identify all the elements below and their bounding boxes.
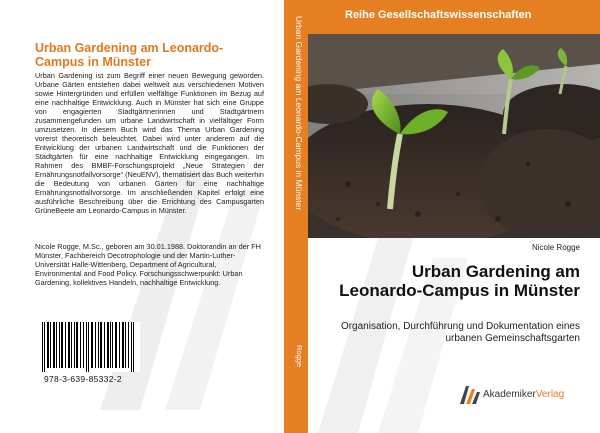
cover-photo [308, 34, 600, 238]
spine-title: Urban Gardening am Leonardo-Campus in Münster [294, 16, 304, 211]
front-cover [308, 0, 600, 433]
back-blurb: Urban Gardening ist zum Begriff einer neuen Bewegung geworden. Urbane Gärten entstehen dabei weltweit aus verschiedenen Motiven sowie Hintergründen und erfüllen vielfältige Funktionen im Bezug auf eine nachhaltige Entwicklung. Auch in Münster hat sich eine Gruppe von engagierten Stadtgärtnerinnen und Stadtgärtnern zusammengefunden um urbane Landwirtschaft in vielfältiger Form umzusetzen. In diesem Buch wird das Thema Urban Gardening vorerst theoretisch beleuchtet. Dabei wird unter anderem auf die Entwicklung der urbanen Landwirtschaft und die Funktionen der Stadtgärten für eine nachhaltige Entwicklung eingegangen. Im Rahmen des BMBF-Forschungsprojekt „Neue Strategien der Ernährungsnotfallvorsorge“ (NeuENV), thematisiert das Buch weiterhin die Bedeutung von urbanen Gärten für eine nachhaltige Ernährungsnotfallvorsorge. Im anschließenden Kapitel erfolgt eine ausführliche Beschreibung über die Errichtung des Campusgarten GrüneBeete am Leonardo-Campus in Münster. [35, 71, 264, 215]
series-label: Reihe Gesellschaftswissenschaften [345, 9, 532, 21]
spine-author: Rogge [295, 345, 304, 368]
back-title: Urban Gardening am Leonardo-Campus in Münster [35, 41, 224, 69]
publisher-name-part1: Akademiker [483, 389, 536, 400]
publisher-name-part2: Verlag [535, 389, 565, 400]
front-subtitle: Organisation, Durchführung und Dokumentation eines urbanen Gemeinschaftsgarten [340, 321, 580, 344]
barcode-icon [40, 322, 140, 372]
publisher-logo-icon [460, 386, 480, 404]
back-cover [0, 0, 284, 433]
front-title: Urban Gardening am Leonardo-Campus in Münster [339, 262, 580, 300]
author-bio: Nicole Rogge, M.Sc., geboren am 30.01.1988. Doktorandin an der FH Münster, Fachbereich Oecotrophologie und der Martin-Luther-Universität Halle-Wittenberg, Department of Agricultural, Environmental and Food Policy. Forschungsschwerpunkt: Urban Gardening, kollektives Handeln, nachhaltige Entwicklung. [35, 242, 261, 287]
publisher-name [483, 389, 564, 400]
isbn: 978-3-639-85332-2 [44, 374, 122, 384]
publisher [460, 386, 590, 406]
front-author: Nicole Rogge [531, 243, 580, 252]
